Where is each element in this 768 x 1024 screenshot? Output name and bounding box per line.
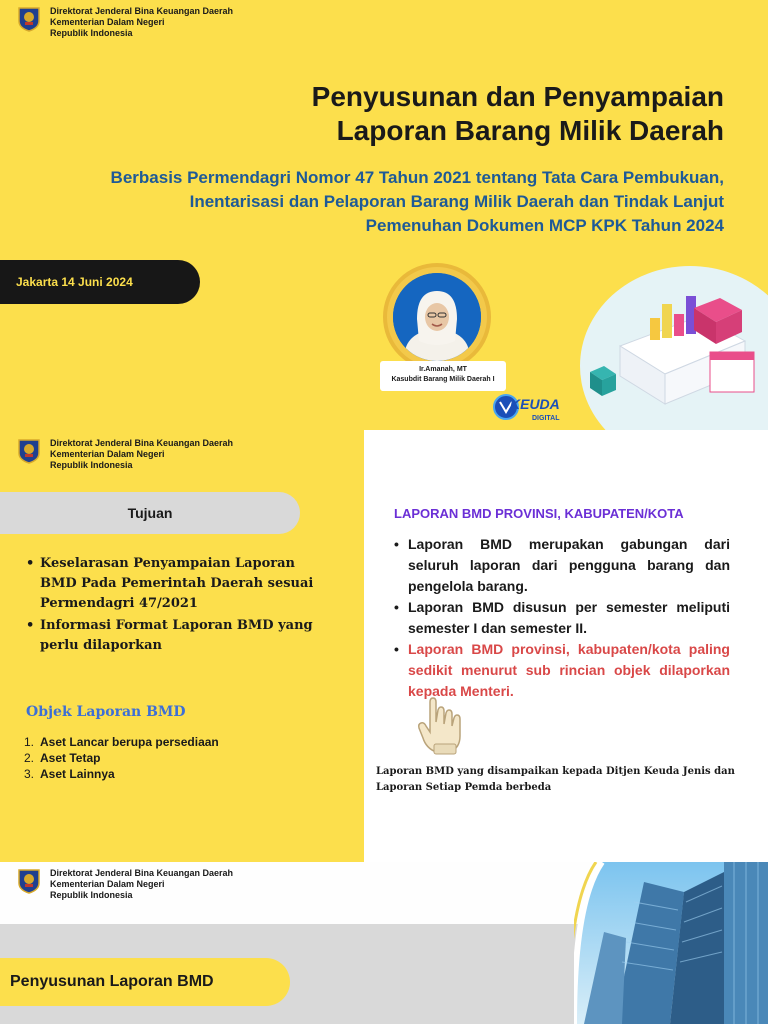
speaker-role: Kasubdit Barang Milik Daerah I	[391, 376, 495, 383]
objek-item: 2. Aset Tetap	[24, 751, 101, 765]
org-line-2: Kementerian Dalam Negeri	[50, 17, 165, 27]
speaker-portrait	[383, 263, 491, 371]
laporan-item: • Laporan BMD merupakan gabungan dari seluruh laporan dari pengguna barang dan pengelola barang.	[394, 534, 730, 597]
keuda-logo-subtext: DIGITAL	[532, 415, 560, 422]
org-header	[16, 438, 233, 471]
main-title	[312, 80, 724, 148]
left-panel	[0, 430, 364, 862]
city-buildings-photo	[574, 862, 768, 1024]
hand-pointer-icon	[414, 696, 464, 756]
emblem-icon	[16, 438, 42, 464]
laporan-list	[394, 534, 730, 702]
objek-title: Objek Laporan BMD	[26, 704, 186, 720]
objek-list	[24, 734, 219, 782]
tujuan-list	[26, 554, 326, 658]
main-title-line-1: Penyusunan dan Penyampaian	[311, 81, 724, 112]
org-line-2: Kementerian Dalam Negeri	[50, 449, 165, 459]
speaker-card	[380, 361, 506, 391]
org-line-3: Republik Indonesia	[50, 28, 133, 38]
org-header	[16, 868, 233, 901]
slide-penyusunan	[0, 862, 768, 1024]
org-line-1: Direktorat Jenderal Bina Keuangan Daerah	[50, 868, 234, 878]
org-line-3: Republik Indonesia	[50, 890, 133, 900]
tujuan-item: • Informasi Format Laporan BMD yang perlu dilaporkan	[26, 616, 326, 656]
org-line-1: Direktorat Jenderal Bina Keuangan Daerah	[50, 6, 234, 16]
org-line-3: Republik Indonesia	[50, 460, 133, 470]
date-pill: Jakarta 14 Juni 2024	[0, 260, 200, 304]
speaker-name: Ir.Amanah, MT	[419, 366, 467, 373]
laporan-note: Laporan BMD yang disampaikan kepada Ditjen Keuda Jenis dan Laporan Setiap Pemda berbeda	[376, 766, 735, 793]
org-line-1: Direktorat Jenderal Bina Keuangan Daerah	[50, 438, 234, 448]
objek-item: 3. Aset Lainnya	[24, 767, 115, 781]
laporan-item: • Laporan BMD disusun per semester meliputi semester I dan semester II.	[394, 597, 730, 639]
laporan-title: LAPORAN BMD PROVINSI, KABUPATEN/KOTA	[394, 506, 684, 521]
subtitle: Berbasis Permendagri Nomor 47 Tahun 2021 tentang Tata Cara Pembukuan, Inentarisasi dan Pelaporan Barang Milik Daerah dan Tindak Lanjut Pemenuhan Dokumen MCP KPK Tahun 2024	[110, 168, 724, 235]
tujuan-item: • Keselarasan Penyampaian Laporan BMD Pada Pemerintah Daerah sesuai Permendagri 47/2021	[26, 554, 326, 614]
portrait-photo	[393, 273, 481, 361]
slide-tujuan	[0, 430, 768, 862]
section-pill: Penyusunan Laporan BMD	[0, 958, 290, 1006]
chart-illustration	[570, 256, 768, 430]
org-header	[16, 6, 233, 39]
tujuan-pill: Tujuan	[0, 492, 300, 534]
slide-cover	[0, 0, 768, 430]
keuda-logo	[492, 390, 582, 424]
laporan-item-highlight: • Laporan BMD provinsi, kabupaten/kota paling sedikit menurut sub rincian objek dilaporkan kepada Menteri.	[394, 639, 730, 702]
keuda-logo-text: KEUDA	[510, 396, 560, 412]
main-title-line-2: Laporan Barang Milik Daerah	[336, 115, 724, 146]
objek-item: 1. Aset Lancar berupa persediaan	[24, 735, 219, 749]
emblem-icon	[16, 868, 42, 894]
emblem-icon	[16, 6, 42, 32]
org-line-2: Kementerian Dalam Negeri	[50, 879, 165, 889]
